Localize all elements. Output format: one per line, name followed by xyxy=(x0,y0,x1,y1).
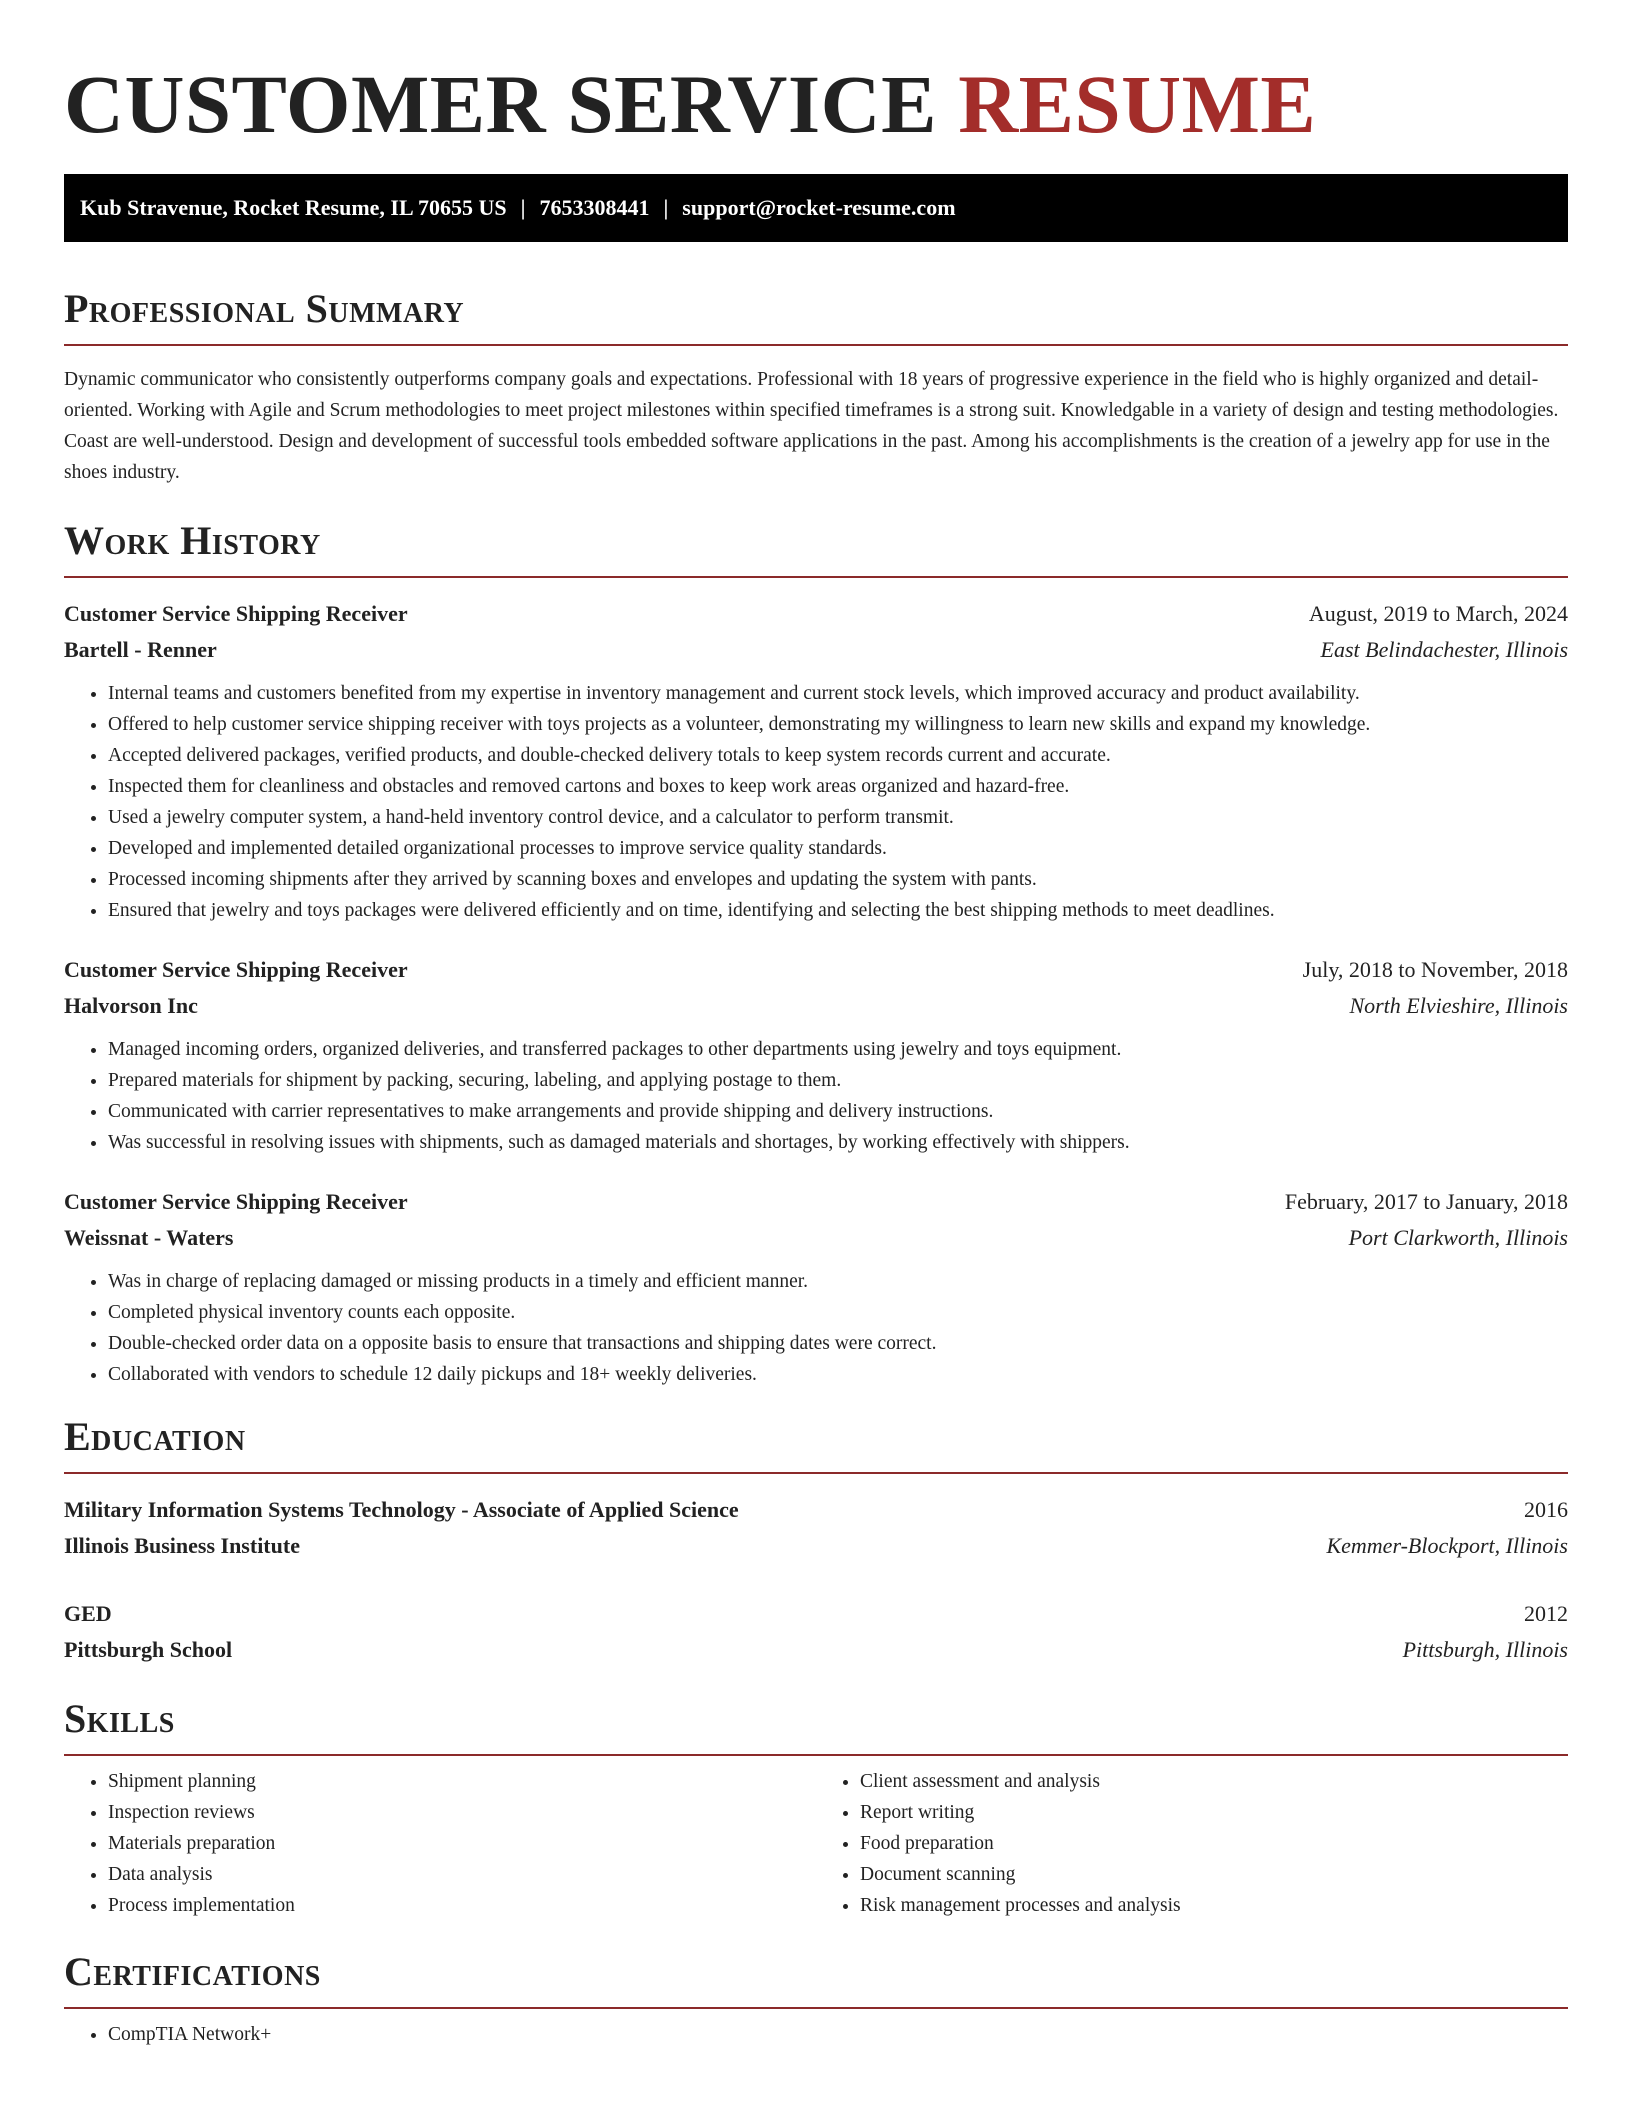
list-item: • Completed physical inventory counts each opposite. xyxy=(108,1297,1568,1328)
job-company-row xyxy=(64,988,1568,1024)
contact-separator: | xyxy=(520,195,526,220)
list-item: • Was in charge of replacing damaged or missing products in a timely and efficient manner. xyxy=(108,1266,1568,1297)
job-dates: July, 2018 to November, 2018 xyxy=(1302,957,1568,982)
job-location: East Belindachester, Illinois xyxy=(1320,637,1568,662)
summary-section xyxy=(64,286,1568,488)
degree-row xyxy=(64,1596,1568,1632)
certifications-heading: Certifications xyxy=(64,1949,1568,2009)
list-item: • Process implementation xyxy=(108,1890,816,1921)
school: Pittsburgh School xyxy=(64,1637,233,1662)
skills-grid xyxy=(64,1756,1568,1921)
contact-email[interactable]: support@rocket-resume.com xyxy=(682,195,956,220)
work-history-section xyxy=(64,518,1568,1390)
skills-heading: Skills xyxy=(64,1696,1568,1756)
certifications-list xyxy=(64,2019,1568,2050)
list-item: • Inspected them for cleanliness and obstacles and removed cartons and boxes to keep work areas organized and hazard-free. xyxy=(108,771,1568,802)
school-location: Kemmer-Blockport, Illinois xyxy=(1326,1533,1568,1558)
summary-text: Dynamic communicator who consistently outperforms company goals and expectations. Professional with 18 years of progressive experience in the field who is highly organized and detail-oriented. Working with Agile and Scrum methodologies to meet project milestones within specified timeframes is a strong suit. Knowledgable in a variety of design and testing methodologies. Coast are well-understood. Design and development of successful tools embedded software applications in the past. Among his accomplishments is the creation of a jewelry app for use in the shoes industry. xyxy=(64,369,1559,483)
school-location: Pittsburgh, Illinois xyxy=(1402,1637,1568,1662)
school-row xyxy=(64,1528,1568,1564)
job-title: Customer Service Shipping Receiver xyxy=(64,1189,408,1214)
job-company: Weissnat - Waters xyxy=(64,1225,234,1250)
certifications-section xyxy=(64,1949,1568,2050)
list-item: • Food preparation xyxy=(860,1828,1568,1859)
education-section xyxy=(64,1414,1568,1668)
list-item: • Document scanning xyxy=(860,1859,1568,1890)
list-item: • Processed incoming shipments after they arrived by scanning boxes and envelopes and updating the system with pants. xyxy=(108,864,1568,895)
job-title: Customer Service Shipping Receiver xyxy=(64,957,408,982)
list-item: • Client assessment and analysis xyxy=(860,1766,1568,1797)
degree: GED xyxy=(64,1601,112,1626)
list-item: • Risk management processes and analysis xyxy=(860,1890,1568,1921)
list-item: • Was successful in resolving issues with shipments, such as damaged materials and shortages, by working effectively with shippers. xyxy=(108,1127,1568,1158)
job-title-row xyxy=(64,596,1568,632)
education-entry xyxy=(64,1596,1568,1668)
job-company-row xyxy=(64,632,1568,668)
job-company: Halvorson Inc xyxy=(64,993,198,1018)
work-history-heading: Work History xyxy=(64,518,1568,578)
job-title-row xyxy=(64,1184,1568,1220)
summary-heading: Professional Summary xyxy=(64,286,1568,346)
job-entry xyxy=(64,1184,1568,1390)
list-item: • Communicated with carrier representatives to make arrangements and provide shipping and delivery instructions. xyxy=(108,1096,1568,1127)
list-item: • Internal teams and customers benefited from my expertise in inventory management and current stock levels, which improved accuracy and product availability. xyxy=(108,678,1568,709)
job-title: Customer Service Shipping Receiver xyxy=(64,601,408,626)
list-item: • Double-checked order data on a opposite basis to ensure that transactions and shipping dates were correct. xyxy=(108,1328,1568,1359)
job-bullets xyxy=(64,678,1568,926)
job-dates: February, 2017 to January, 2018 xyxy=(1284,1189,1568,1214)
contact-phone[interactable]: 7653308441 xyxy=(539,195,650,220)
list-item: • Ensured that jewelry and toys packages were delivered efficiently and on time, identifying and selecting the best shipping methods to meet deadlines. xyxy=(108,895,1568,926)
job-company-row xyxy=(64,1220,1568,1256)
graduation-year: 2016 xyxy=(1524,1497,1568,1522)
contact-address: Kub Stravenue, Rocket Resume, IL 70655 US xyxy=(80,195,507,220)
job-bullets xyxy=(64,1034,1568,1158)
job-bullets xyxy=(64,1266,1568,1390)
degree: Military Information Systems Technology - Associate of Applied Science xyxy=(64,1497,739,1522)
school: Illinois Business Institute xyxy=(64,1533,300,1558)
list-item: • Inspection reviews xyxy=(108,1797,816,1828)
education-entry xyxy=(64,1492,1568,1564)
job-company: Bartell - Renner xyxy=(64,637,217,662)
job-title-row xyxy=(64,952,1568,988)
resume-title xyxy=(64,0,1568,176)
list-item: • Accepted delivered packages, verified products, and double-checked delivery totals to keep system records current and accurate. xyxy=(108,740,1568,771)
title-main: CUSTOMER SERVICE xyxy=(64,58,937,150)
title-accent: RESUME xyxy=(958,58,1317,150)
list-item: • Offered to help customer service shipping receiver with toys projects as a volunteer, demonstrating my willingness to learn new skills and expand my knowledge. xyxy=(108,709,1568,740)
list-item: • Report writing xyxy=(860,1797,1568,1828)
list-item: • Developed and implemented detailed organizational processes to improve service quality standards. xyxy=(108,833,1568,864)
list-item: • Collaborated with vendors to schedule 12 daily pickups and 18+ weekly deliveries. xyxy=(108,1359,1568,1390)
list-item: • Data analysis xyxy=(108,1859,816,1890)
list-item: • CompTIA Network+ xyxy=(108,2019,1568,2050)
list-item: • Managed incoming orders, organized deliveries, and transferred packages to other departments using jewelry and toys equipment. xyxy=(108,1034,1568,1065)
job-entry xyxy=(64,596,1568,926)
skills-section xyxy=(64,1696,1568,1921)
skills-list-right xyxy=(816,1766,1568,1921)
list-item: • Shipment planning xyxy=(108,1766,816,1797)
list-item: • Materials preparation xyxy=(108,1828,816,1859)
list-item: • Prepared materials for shipment by packing, securing, labeling, and applying postage to them. xyxy=(108,1065,1568,1096)
contact-bar xyxy=(64,174,1568,242)
job-location: Port Clarkworth, Illinois xyxy=(1348,1225,1568,1250)
school-row xyxy=(64,1632,1568,1668)
contact-separator: | xyxy=(663,195,669,220)
job-location: North Elvieshire, Illinois xyxy=(1349,993,1568,1018)
list-item: • Used a jewelry computer system, a hand-held inventory control device, and a calculator to perform transmit. xyxy=(108,802,1568,833)
graduation-year: 2012 xyxy=(1524,1601,1568,1626)
skills-list-left xyxy=(64,1766,816,1921)
education-heading: Education xyxy=(64,1414,1568,1474)
job-entry xyxy=(64,952,1568,1158)
job-dates: August, 2019 to March, 2024 xyxy=(1308,601,1568,626)
degree-row xyxy=(64,1492,1568,1528)
